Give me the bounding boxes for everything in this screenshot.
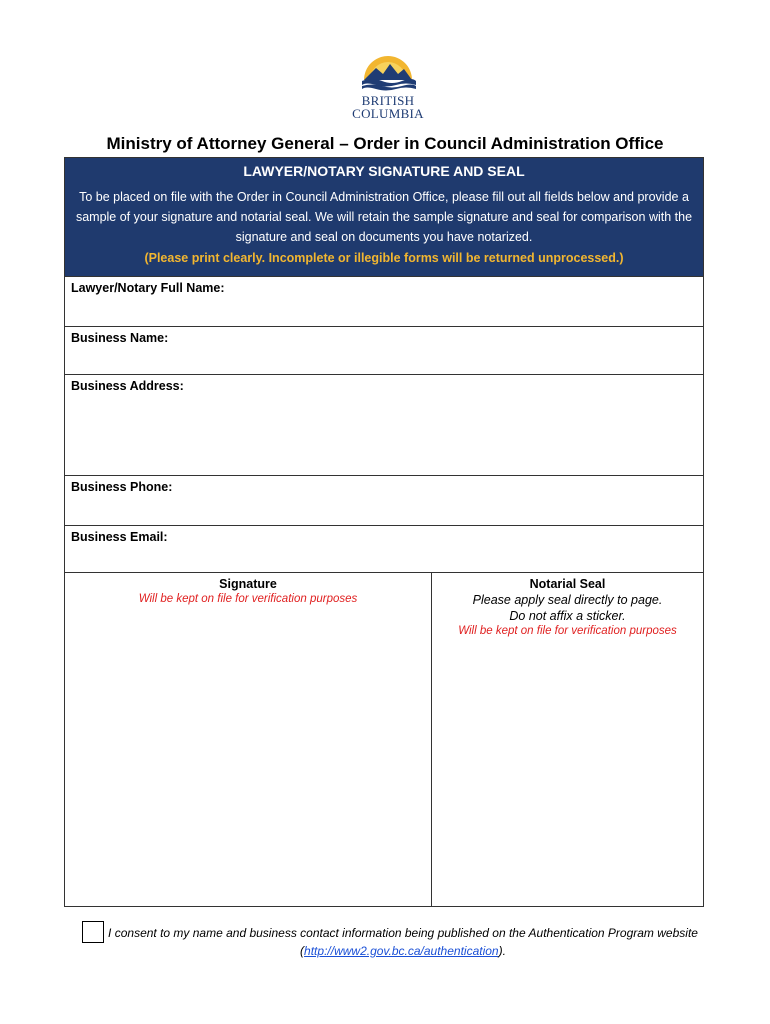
business-address-field[interactable] [65, 374, 703, 475]
bc-sun-logo-icon [356, 48, 420, 92]
seal-box[interactable] [432, 573, 703, 907]
consent-text-before: I consent to my name and business contact information being published on the Authentication Program website ( [108, 926, 698, 958]
consent-text-after: ). [498, 944, 506, 958]
form-warning-note: (Please print clearly. Incomplete or illegible forms will be returned unprocessed.) [144, 251, 624, 265]
consent-text [108, 924, 698, 960]
logo-text-line2: COLUMBIA [352, 106, 424, 121]
form-header [65, 158, 703, 276]
business-name-label: Business Name: [71, 331, 169, 345]
seal-instruction-2: Do not affix a sticker. [509, 609, 626, 623]
signature-title: Signature [219, 577, 277, 591]
authentication-link[interactable]: http://www2.gov.bc.ca/authentication [304, 944, 499, 958]
business-phone-field[interactable] [65, 475, 703, 525]
business-email-field[interactable] [65, 525, 703, 573]
signature-form [64, 157, 704, 907]
full-name-field[interactable] [65, 276, 703, 326]
seal-title: Notarial Seal [529, 577, 606, 591]
business-phone-label: Business Phone: [71, 480, 173, 494]
full-name-label: Lawyer/Notary Full Name: [71, 281, 225, 295]
business-email-label: Business Email: [71, 530, 168, 544]
form-header-title: LAWYER/NOTARY SIGNATURE AND SEAL [243, 163, 525, 179]
signature-note: Will be kept on file for verification purposes [138, 593, 358, 605]
consent-checkbox[interactable] [82, 921, 104, 943]
form-instructions: To be placed on file with the Order in Council Administration Office, please fill out all fields below and provide a sample of your signature and notarial seal. We will retain the sample signature and seal for comparison with the signature and seal on documents you have notarized. [75, 190, 693, 244]
business-address-label: Business Address: [71, 379, 184, 393]
page-title: Ministry of Attorney General – Order in Council Administration Office [106, 134, 664, 153]
logo-text-line1: BRITISH [361, 93, 415, 108]
seal-instruction-1: Please apply seal directly to page. [472, 593, 663, 607]
bc-logo [352, 48, 424, 124]
signature-box[interactable] [65, 573, 432, 907]
seal-note: Will be kept on file for verification purposes [458, 625, 677, 637]
business-name-field[interactable] [65, 326, 703, 374]
